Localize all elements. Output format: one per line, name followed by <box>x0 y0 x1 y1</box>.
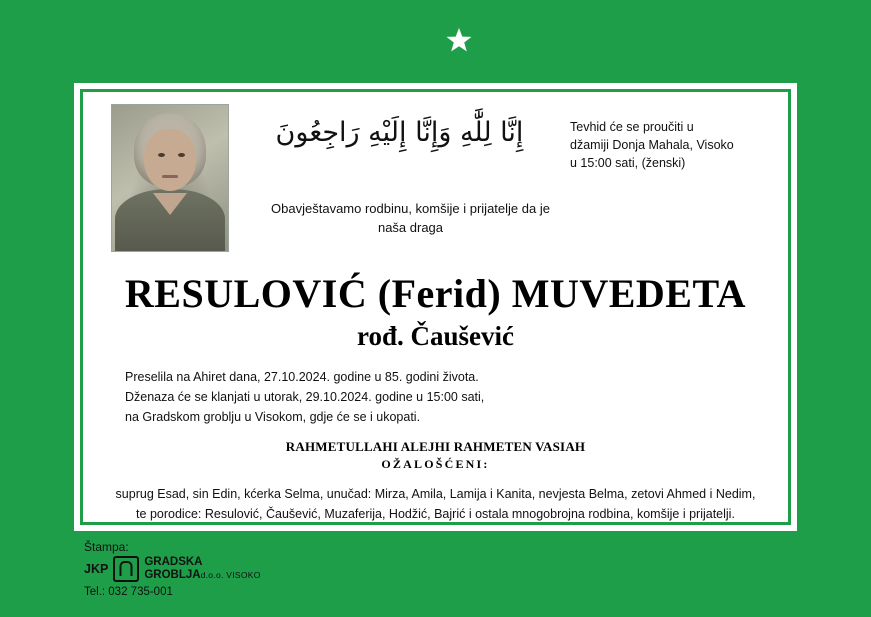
mourners-line-1: suprug Esad, sin Edin, kćerka Selma, unučad: Mirza, Amila, Lamija i Kanita, nevjesta Belma, zetovi Ahmed i Nedim, <box>115 487 756 502</box>
funeral-details <box>125 367 774 427</box>
printer-phone: Tel.: 032 735-001 <box>84 586 173 598</box>
tevhid-line-3: u 15:00 sati, (ženski) <box>570 156 686 171</box>
tevhid-line-2: džamiji Donja Mahala, Visoko <box>570 138 734 153</box>
obituary-card-inner <box>80 89 791 525</box>
funeral-details-line-2: Dženaza će se klanjati u utorak, 29.10.2024. godine u 15:00 sati, <box>125 390 485 405</box>
printer-logo-jkp: JKP <box>84 562 109 576</box>
arabic-inscription <box>229 102 570 148</box>
mourners-heading: OŽALOŠĆENI: <box>381 457 490 472</box>
mourners-line-2: te porodice: Resulović, Čaušević, Muzaferija, Hodžić, Bajrić i ostala mnogobrojna rodbina, komšije i prijatelji. <box>136 507 735 522</box>
deceased-name-block <box>97 272 774 352</box>
obituary-card <box>74 83 797 531</box>
printer-logo-line-1: GRADSKA <box>144 556 203 569</box>
funeral-details-line-1: Preselila na Ahiret dana, 27.10.2024. godine u 85. godini života. <box>125 370 479 385</box>
mourners-list <box>97 484 774 524</box>
funeral-details-line-3: na Gradskom groblju u Visokom, gdje će se i ukopati. <box>125 410 421 425</box>
portrait-photo-wrapper <box>111 104 229 252</box>
tevhid-info <box>570 102 774 172</box>
printer-label: Štampa: <box>84 540 129 554</box>
announcement-line-2: naša draga <box>377 219 444 235</box>
printer-logo-line-2: GROBLJA <box>144 569 201 581</box>
arabic-inscription-text: إِنَّا لِلَّٰهِ وَإِنَّا إِلَيْهِ رَاجِعُونَ <box>275 117 524 148</box>
tombstone-icon <box>113 556 139 582</box>
printer-logo <box>84 556 324 582</box>
announcement-line-1: Obavještavamo rodbinu, komšije i prijatelje da je <box>271 201 550 216</box>
deceased-maiden-name: rođ. Čaušević <box>356 320 514 351</box>
deceased-name: RESULOVIĆ (Ferid) MUVEDETA <box>124 270 747 316</box>
portrait-photo <box>111 104 229 252</box>
printer-logo-words <box>144 556 260 582</box>
prayer-line: RAHMETULLAHI ALEJHI RAHMETEN VASIAH <box>285 439 586 455</box>
crescent-star-emblem <box>0 8 871 68</box>
printer-logo-sub: d.o.o. VISOKO <box>200 570 261 580</box>
tevhid-line-1: Tevhid će se proučiti u <box>570 120 694 134</box>
printer-footer <box>84 540 324 598</box>
